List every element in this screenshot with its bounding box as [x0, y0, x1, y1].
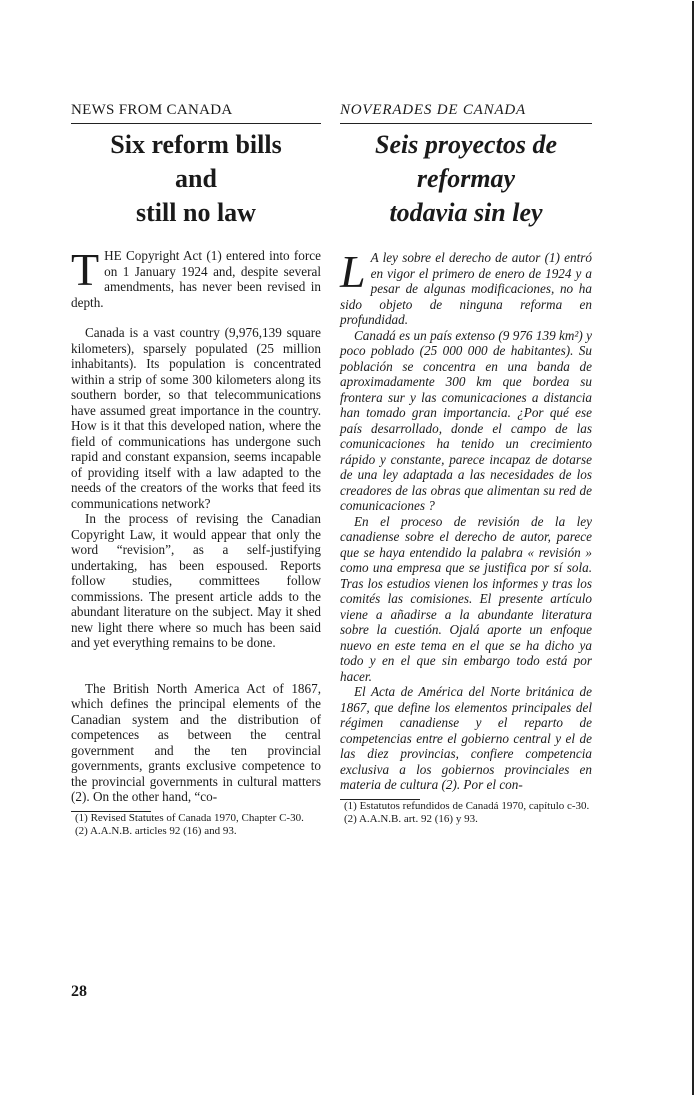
page-edge-line: [692, 1, 694, 1095]
heading-rule: [340, 123, 592, 124]
drop-cap: L: [340, 246, 366, 297]
footnote: (1) Estatutos refundidos de Canadá 1970, capítulo c-30.: [344, 799, 590, 812]
paragraph: The British North America Act of 1867, which defines the principal elements of the Canadian system and the distribution of competences as between the central government and the ten provincial governments, grants exclusive competence to the provincial governments in cultural matters (2). On the other hand, “co-: [71, 680, 321, 804]
paragraph-text: HE Copyright Act (1) entered into force on 1 January 1924 and, despite several amendments, has never been revised in depth.: [71, 248, 321, 310]
title-line: reformay: [416, 164, 516, 193]
spanish-column: [340, 100, 592, 826]
paragraph: [340, 246, 592, 328]
drop-cap: T: [71, 244, 100, 295]
title-line: Six reform bills: [110, 130, 282, 159]
footnote: (1) Revised Statutes of Canada 1970, Chapter C-30.: [75, 811, 304, 824]
title-line: Seis proyectos de: [375, 130, 557, 159]
footnote: (2) A.A.N.B. articles 92 (16) and 93.: [75, 824, 237, 837]
title-line: todavia sin ley: [389, 198, 543, 227]
paragraph: In the process of revising the Canadian Copyright Law, it would appear that only the word “revision”, as a self-justifying undertaking, has been espoused. Reports follow studies, committees follow commissions. The present article adds to the abundant literature on the subject. May it shed new light there where so much has been said and yet everything remains to be done.: [71, 511, 321, 650]
paragraph: Canadá es un país extenso (9 976 139 km²) y poco poblado (25 000 000 de habitantes). Su población se concentra en una banda de aproximadamente 300 km que bordea su frontera sur y las comunicaciones a distancia han tomado gran importancia. ¿Por qué ese país desarrollado, donde el campo de las comunicaciones ha tenido un crecimiento rápido y constante, parece incapaz de dotarse de una ley adaptada a las necesidades de los creadores de las obras que alimentan su red de comunicaciones ?: [340, 327, 592, 513]
footnotes: [340, 800, 592, 826]
footnote: (2) A.A.N.B. art. 92 (16) y 93.: [344, 812, 478, 825]
paragraph: Canada is a vast country (9,976,139 square kilometers), sparsely populated (25 million inhabitants). Its population is concentrated within a strip of some 300 kilometers along its southern border, so that telecommunications have assumed great importance in the country. How is it that this developed nation, where the field of communications has undergone such rapid and constant expansion, seems incapable of providing itself with a law adapted to the needs of the creators of the works that feed its communications network?: [71, 325, 321, 511]
section-heading: NOVERADES DE CANADA: [340, 102, 527, 118]
article-body: [340, 246, 592, 793]
footnotes: [71, 812, 321, 838]
article-title: [340, 128, 592, 230]
paragraph: El Acta de América del Norte británica de 1867, que define los elementos principales del régimen canadiense y el reparto de competencias entre el gobierno central y el de las diez provincias, confiere competencia exclusiva a los gobiernos provinciales en materia de cultura (2). Por el con-: [340, 684, 592, 792]
page-number: 28: [71, 983, 87, 1000]
english-column: [71, 100, 321, 838]
heading-rule: [71, 123, 321, 124]
title-line: and: [175, 164, 217, 193]
paragraph: En el proceso de revisión de la ley canadiense sobre el derecho de autor, parece que se haya entendido la palabra « revisión » como una empresa que se justifica por sí sola. Tras los estudios vienen los informes y tras los comités las comisiones. El presente artículo viene a añadirse a la abundante literatura sobre la cuestión. Ojalá aporte un enfoque nuevo en este tema en el que se ha dicho ya todo y en el que sin embargo todo está por hacer.: [340, 513, 592, 684]
section-heading: NEWS FROM CANADA: [71, 102, 233, 118]
paragraph: [71, 244, 321, 310]
article-body: [71, 244, 321, 805]
title-line: still no law: [136, 198, 256, 227]
article-title: [71, 128, 321, 230]
paragraph-text: A ley sobre el derecho de autor (1) entró en vigor el primero de enero de 1924 y a pesar de algunas modificaciones, no ha sido objeto de ninguna reforma en profundidad.: [340, 250, 592, 327]
